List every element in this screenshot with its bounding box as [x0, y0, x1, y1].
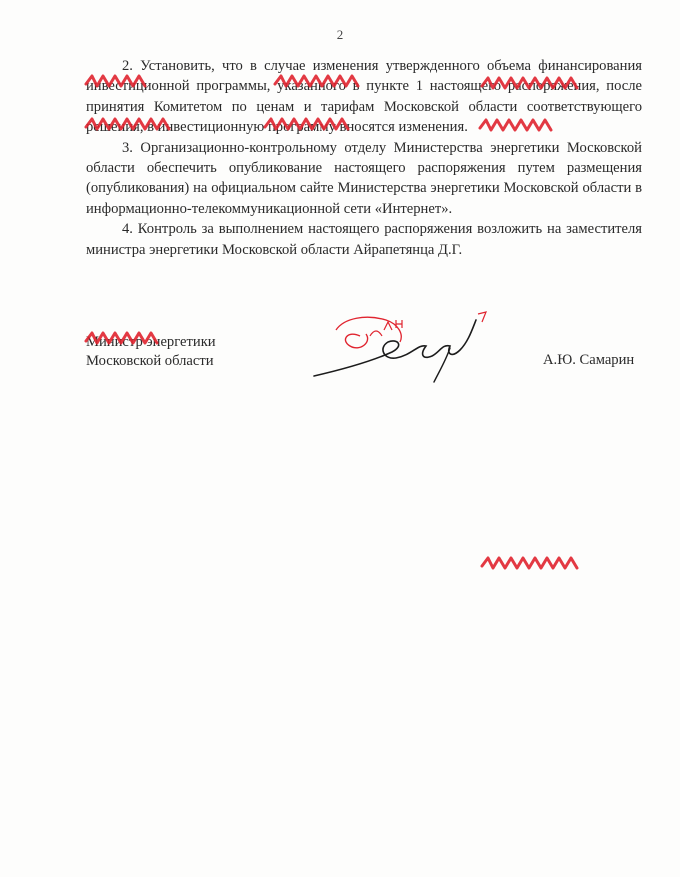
- signatory-title-line1: Министр энергетики: [86, 334, 216, 350]
- signatory-title-line2: Московской области: [86, 353, 214, 369]
- signatory-name: А.Ю. Самарин: [543, 352, 635, 368]
- handwritten-signature: [300, 300, 500, 390]
- paragraph-3: 3. Организационно-контрольному отделу Министерства энергетики Московской области обеспечить опубликование настоящего распоряжения путем размещения (опубликования) на официальном сайте Министерства энергетики Московской области в информационно-телекоммуникационной сети «Интернет».: [86, 139, 642, 217]
- signatory-title: [86, 333, 216, 371]
- paragraph-4: 4. Контроль за выполнением настоящего распоряжения возложить на заместителя министра энергетики Московской области Айрапетянца Д.Г.: [86, 221, 642, 258]
- document-body: [86, 56, 642, 260]
- paragraph-2: 2. Установить, что в случае изменения утвержденного объема финансирования инвестиционной программы, указанного в пункте 1 настоящего распоряжения, после принятия Комитетом по ценам и тарифам Московской области соответствующего решения, в инвестиционную программу вносятся изменения.: [86, 58, 642, 136]
- page-number: 2: [336, 27, 344, 42]
